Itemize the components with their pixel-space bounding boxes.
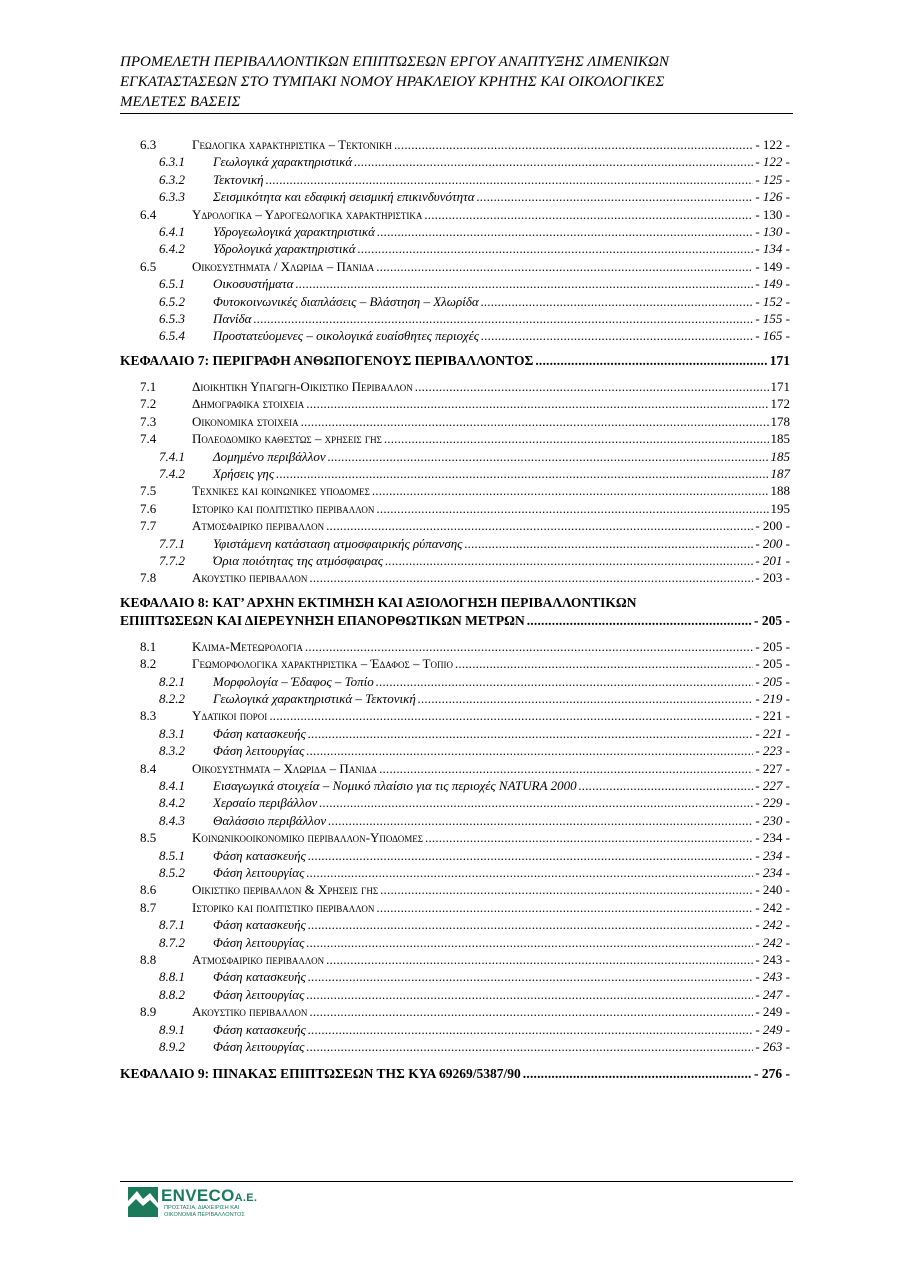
- toc-entry-page: - 242 -: [755, 934, 790, 950]
- toc-entry-title: Ακουστικο περιβαλλον: [192, 1004, 308, 1020]
- toc-entry-page: - 201 -: [755, 552, 790, 568]
- toc-entry-page: 187: [770, 465, 790, 481]
- dot-leader: [523, 1065, 752, 1083]
- toc-entry-number: 8.5.1: [159, 847, 185, 863]
- toc-entry[interactable]: [120, 482, 790, 499]
- toc-entry[interactable]: [120, 552, 790, 569]
- toc-entry[interactable]: [120, 465, 790, 482]
- chapter-page: - 205 -: [754, 612, 790, 628]
- logo-wordmark: [161, 1187, 257, 1207]
- toc-entry-title: Δομημένο περιβάλλον: [213, 448, 326, 464]
- toc-entry-number: 6.4.1: [159, 224, 185, 240]
- enveco-logo-icon: [128, 1187, 158, 1217]
- dot-leader: [579, 777, 754, 794]
- toc-section-6: [120, 136, 790, 345]
- toc-entry-title: Γεωμορφολογικα χαρακτηριστικα – Έδαφος – Τοπιο: [192, 656, 453, 672]
- toc-entry-number: 7.4.1: [159, 448, 185, 464]
- toc-entry-number: 8.4.3: [159, 812, 185, 828]
- toc-entry-number: 7.1: [140, 378, 157, 394]
- toc-entry[interactable]: [120, 240, 790, 257]
- chapter-title: ΚΕΦΑΛΑΙΟ 7: ΠΕΡΙΓΡΑΦΗ ΑΝΘΩΠΟΓΕΝΟΥΣ ΠΕΡΙΒΑΛΛΟΝΤΟΣ: [120, 352, 534, 368]
- toc-entry-title: Φάση κατασκευής: [213, 917, 306, 933]
- toc-entry[interactable]: [120, 881, 790, 898]
- dot-leader: [326, 951, 753, 968]
- toc-entry[interactable]: [120, 206, 790, 223]
- toc-entry[interactable]: [120, 655, 790, 672]
- toc-entry[interactable]: [120, 310, 790, 327]
- toc-entry[interactable]: [120, 968, 790, 985]
- toc-entry-page: - 242 -: [755, 899, 790, 915]
- toc-entry-title: Φάση κατασκευής: [213, 1021, 306, 1037]
- toc-entry-number: 8.6: [140, 882, 157, 898]
- toc-entry[interactable]: [120, 569, 790, 586]
- toc-entry-page: 171: [770, 378, 790, 394]
- toc-entry-page: - 134 -: [755, 241, 790, 257]
- header-divider: [120, 113, 793, 114]
- toc-entry-page: 185: [770, 448, 790, 464]
- toc-entry-page: - 263 -: [755, 1039, 790, 1055]
- toc-entry-number: 6.4: [140, 206, 157, 222]
- toc-entry-number: 8.9.2: [159, 1039, 185, 1055]
- toc-entry-page: - 130 -: [755, 206, 790, 222]
- toc-entry[interactable]: [120, 223, 790, 240]
- toc-entry[interactable]: [120, 690, 790, 707]
- toc-entry-page: 195: [770, 500, 790, 516]
- toc-entry-title: Οικονομικα στοιχεια: [192, 413, 299, 429]
- toc-entry[interactable]: [120, 171, 790, 188]
- company-logo: [128, 1187, 298, 1221]
- toc-entry[interactable]: [120, 448, 790, 465]
- header-line: ΕΓΚΑΤΑΣΤΑΣΕΩΝ ΣΤΟ ΤΥΜΠΑΚΙ ΝΟΜΟΥ ΗΡΑΚΛΕΙΟΥ ΚΡΗΤΗΣ ΚΑΙ ΟΙΚΟΛΟΓΙΚΕΣ: [120, 74, 665, 90]
- dot-leader: [309, 569, 753, 586]
- dot-leader: [425, 829, 753, 846]
- toc-entry[interactable]: [120, 500, 790, 517]
- chapter-title: ΕΠΙΠΤΩΣΕΩΝ ΚΑΙ ΔΙΕΡΕΥΝΗΣΗ ΕΠΑΝΟΡΘΩΤΙΚΩΝ ΜΕΤΡΩΝ: [120, 612, 525, 628]
- toc-entry-title: Δημογραφικα στοιχεια: [192, 396, 305, 412]
- toc-entry[interactable]: [120, 327, 790, 344]
- dot-leader: [276, 465, 768, 482]
- toc-entry-title: Υδρολογικα – Υδρογεωλογικα χαρακτηριστικα: [192, 206, 423, 222]
- toc-entry-page: - 249 -: [755, 1021, 790, 1037]
- toc-entry-title: Υδρολογικά χαρακτηριστικά: [213, 241, 356, 257]
- toc-entry-page: - 223 -: [755, 743, 790, 759]
- dot-leader: [326, 517, 753, 534]
- toc-entry-title: Φυτοκοινωνικές διαπλάσεις – Βλάστηση – Χλωρίδα: [213, 293, 479, 309]
- toc-chapter-9[interactable]: [120, 1065, 790, 1083]
- toc-entry-title: Ιστορικο και πολιτιστικο περιβαλλον: [192, 899, 375, 915]
- dot-leader: [306, 934, 753, 951]
- dot-leader: [306, 1038, 753, 1055]
- toc-entry-page: - 125 -: [755, 171, 790, 187]
- chapter-title: ΚΕΦΑΛΑΙΟ 9: ΠΙΝΑΚΑΣ ΕΠΙΠΤΩΣΕΩΝ ΤΗΣ ΚΥΑ 69269/5387/90: [120, 1065, 521, 1081]
- toc-entry-number: 7.6: [140, 500, 157, 516]
- toc-entry-title: Γεωλογικά χαρακτηριστικά: [213, 154, 353, 170]
- toc-entry-page: - 221 -: [755, 708, 790, 724]
- toc-entry-page: - 234 -: [755, 830, 790, 846]
- toc-entry-title: Οικιστικο περιβαλλον & Χρησεις γης: [192, 882, 379, 898]
- toc-entry-page: - 227 -: [755, 778, 790, 793]
- toc-entry-number: 7.4.2: [159, 465, 185, 481]
- dot-leader: [481, 327, 753, 344]
- dot-leader: [379, 760, 753, 777]
- dot-leader: [418, 690, 754, 707]
- toc-entry-title: Χερσαίο περιβάλλον: [213, 795, 318, 811]
- toc-entry-title: Ιστορικο και πολιτιστικο περιβαλλον: [192, 500, 375, 516]
- toc-entry-number: 8.2.1: [159, 673, 185, 689]
- toc-entry-title: Διοικητικη Υπαγωγη-Οικιστικο Περιβαλλον: [192, 378, 413, 394]
- dot-leader: [306, 395, 768, 412]
- toc-entry-number: 8.3.2: [159, 743, 185, 759]
- dot-leader: [319, 794, 753, 811]
- toc-entry-page: - 240 -: [755, 882, 790, 898]
- toc-entry-number: 8.2.2: [159, 690, 185, 706]
- toc-entry-page: - 165 -: [755, 328, 790, 344]
- toc-entry[interactable]: [120, 638, 790, 655]
- toc-entry-title: Φάση λειτουργίας: [213, 1039, 305, 1055]
- dot-leader: [415, 378, 769, 395]
- toc-entry-number: 8.2: [140, 656, 157, 672]
- dot-leader: [376, 673, 754, 690]
- chapter-page: - 276 -: [754, 1065, 790, 1081]
- toc-entry-page: - 122 -: [755, 154, 790, 170]
- dot-leader: [455, 655, 753, 672]
- toc-entry[interactable]: [120, 395, 790, 412]
- dot-leader: [376, 258, 753, 275]
- toc-entry-title: Οικοσυστήματα: [213, 276, 294, 292]
- logo-suffix: Α.Ε.: [234, 1192, 258, 1204]
- toc-entry[interactable]: [120, 1038, 790, 1055]
- toc-entry-number: 6.3.1: [159, 154, 185, 170]
- logo-tagline-line: ΟΙΚΟΝΟΜΙΑ ΠΕΡΙΒΑΛΛΟΝΤΟΣ: [164, 1211, 245, 1218]
- toc-entry-page: - 149 -: [755, 258, 790, 274]
- toc-entry-number: 6.3.3: [159, 189, 185, 205]
- toc-entry-title: Τεχνικες και κοινωνικες υποδομες: [192, 483, 370, 499]
- toc-entry[interactable]: [120, 293, 790, 310]
- toc-entry-number: 8.5: [140, 830, 157, 846]
- toc-entry-page: - 234 -: [755, 847, 790, 863]
- toc-entry-page: - 122 -: [755, 137, 790, 152]
- toc-entry-title: Κοινωνικοοικονομικο περιβαλλον-Υποδομες: [192, 830, 423, 846]
- header-line: ΜΕΛΕΤΕΣ ΒΑΣΕΙΣ: [120, 94, 241, 110]
- toc-entry-page: - 242 -: [755, 917, 790, 933]
- toc-entry-number: 8.1: [140, 638, 157, 654]
- header-line: ΠΡΟΜΕΛΕΤΗ ΠΕΡΙΒΑΛΛΟΝΤΙΚΩΝ ΕΠΙΠΤΩΣΕΩΝ ΕΡΓΟΥ ΑΝΑΠΤΥΞΗΣ ΛΙΜΕΝΙΚΩΝ: [120, 54, 669, 70]
- toc-entry-number: 8.4.2: [159, 795, 185, 811]
- dot-leader: [306, 864, 753, 881]
- toc-entry[interactable]: [120, 673, 790, 690]
- toc-entry-number: 6.3.2: [159, 171, 185, 187]
- toc-entry-number: 6.4.2: [159, 241, 185, 257]
- dot-leader: [266, 171, 754, 188]
- toc-entry-number: 7.7: [140, 518, 157, 534]
- toc-entry-number: 6.5.2: [159, 293, 185, 309]
- toc-entry[interactable]: [120, 188, 790, 205]
- dot-leader: [328, 448, 769, 465]
- toc-entry-page: - 200 -: [755, 535, 790, 551]
- toc-entry-title: Εισαγωγικά στοιχεία – Νομικό πλαίσιο για τις περιοχές NATURA 2000: [213, 778, 577, 793]
- dot-leader: [305, 638, 753, 655]
- table-of-contents: [120, 136, 790, 1091]
- toc-entry[interactable]: [120, 847, 790, 864]
- footer-divider: [120, 1181, 793, 1182]
- dot-leader: [376, 500, 768, 517]
- toc-entry-title: Οικοσυστηματα / Χλωριδα – Πανιδα: [192, 258, 375, 274]
- toc-entry[interactable]: [120, 899, 790, 916]
- toc-section-7: [120, 378, 790, 587]
- dot-leader: [385, 552, 753, 569]
- toc-entry[interactable]: [120, 535, 790, 552]
- dot-leader: [308, 725, 753, 742]
- toc-entry-page: 178: [770, 413, 790, 429]
- toc-entry-title: Φάση λειτουργίας: [213, 743, 305, 759]
- toc-entry-page: - 243 -: [755, 952, 790, 968]
- toc-entry-page: - 205 -: [755, 638, 790, 654]
- toc-entry-title: Γεωλογικα χαρακτηριστικα – Τεκτονικη: [192, 137, 392, 152]
- dot-leader: [328, 812, 753, 829]
- dot-leader: [308, 968, 753, 985]
- toc-entry-title: Προστατεύομενες – οικολογικά ευαίσθητες περιοχές: [213, 328, 480, 344]
- toc-entry-page: - 247 -: [755, 986, 790, 1002]
- toc-entry-page: - 234 -: [755, 865, 790, 881]
- toc-entry-title: Πολεοδομικο καθεστως – χρησεις γης: [192, 431, 382, 447]
- toc-entry[interactable]: [120, 430, 790, 447]
- toc-entry-title: Φάση λειτουργίας: [213, 934, 305, 950]
- toc-entry[interactable]: [120, 742, 790, 759]
- dot-leader: [306, 986, 753, 1003]
- toc-entry-number: 6.3: [140, 137, 157, 152]
- toc-entry-title: Γεωλογικά χαρακτηριστικά – Τεκτονική: [213, 690, 416, 706]
- toc-entry-page: - 205 -: [755, 673, 790, 689]
- toc-entry-number: 8.9: [140, 1004, 157, 1020]
- toc-entry[interactable]: [120, 760, 790, 777]
- toc-entry-number: 8.5.2: [159, 865, 185, 881]
- toc-entry-page: - 126 -: [755, 189, 790, 205]
- dot-leader: [384, 430, 769, 447]
- toc-entry[interactable]: [120, 707, 790, 724]
- toc-entry-title: Θαλάσσιο περιβάλλον: [213, 812, 327, 828]
- toc-entry-title: Ακουστικο περιβαλλον: [192, 570, 308, 586]
- toc-entry-number: 8.7.2: [159, 934, 185, 950]
- toc-entry[interactable]: [120, 258, 790, 275]
- toc-entry-number: 6.5.3: [159, 311, 185, 327]
- toc-entry-number: 6.5: [140, 258, 157, 274]
- toc-entry[interactable]: [120, 794, 790, 811]
- dot-leader: [358, 240, 754, 257]
- dot-leader: [306, 742, 753, 759]
- toc-entry-page: 188: [770, 483, 790, 499]
- dot-leader: [380, 881, 753, 898]
- toc-entry-title: Υδατικοι ποροι: [192, 708, 268, 724]
- toc-entry-number: 7.8: [140, 570, 157, 586]
- toc-entry-title: Μορφολογία – Έδαφος – Τοπίο: [213, 673, 374, 689]
- toc-entry-title: Οικοσυστηματα – Χλωριδα – Πανιδα: [192, 760, 378, 776]
- toc-entry-page: - 229 -: [755, 795, 790, 811]
- toc-section-8: [120, 638, 790, 1056]
- toc-entry[interactable]: [120, 136, 790, 153]
- toc-entry-page: - 130 -: [755, 224, 790, 240]
- dot-leader: [535, 352, 767, 370]
- toc-entry-page: - 221 -: [755, 725, 790, 741]
- toc-entry-title: Όρια ποιότητας της ατμόσφαιρας: [213, 552, 384, 568]
- dot-leader: [477, 188, 754, 205]
- toc-entry-number: 7.7.1: [159, 535, 185, 551]
- dot-leader: [301, 413, 769, 430]
- toc-entry-title: Φάση κατασκευής: [213, 969, 306, 985]
- toc-entry-page: - 152 -: [755, 293, 790, 309]
- toc-entry-number: 8.8.1: [159, 969, 185, 985]
- toc-entry[interactable]: [120, 378, 790, 395]
- toc-entry[interactable]: [120, 951, 790, 968]
- toc-entry-number: 8.4: [140, 760, 157, 776]
- toc-entry-page: - 227 -: [755, 760, 790, 776]
- toc-entry-page: - 243 -: [755, 969, 790, 985]
- toc-entry-title: Φάση κατασκευής: [213, 725, 306, 741]
- logo-tagline-line: ΠΡΟΣΤΑΣΙΑ, ΔΙΑΧΕΙΡΙΣΗ ΚΑΙ: [164, 1205, 240, 1211]
- toc-entry-title: Τεκτονική: [213, 171, 264, 187]
- toc-entry-number: 6.5.1: [159, 276, 185, 292]
- dot-leader: [308, 916, 753, 933]
- toc-entry[interactable]: [120, 725, 790, 742]
- toc-entry[interactable]: [120, 1021, 790, 1038]
- dot-leader: [424, 206, 753, 223]
- chapter-page: 171: [769, 352, 790, 368]
- toc-entry-number: 8.7.1: [159, 917, 185, 933]
- toc-entry-page: - 200 -: [755, 518, 790, 534]
- toc-entry[interactable]: [120, 934, 790, 951]
- dot-leader: [269, 707, 753, 724]
- toc-entry-number: 8.4.1: [159, 778, 185, 793]
- toc-entry[interactable]: [120, 812, 790, 829]
- toc-entry-title: Φάση λειτουργίας: [213, 865, 305, 881]
- toc-entry-number: 8.8.2: [159, 986, 185, 1002]
- dot-leader: [464, 535, 753, 552]
- toc-entry[interactable]: [120, 864, 790, 881]
- toc-entry-title: Χρήσεις γης: [213, 465, 275, 481]
- toc-chapter-8-line1[interactable]: ΚΕΦΑΛΑΙΟ 8: ΚΑΤ’ ΑΡΧΗΝ ΕΚΤΙΜΗΣΗ ΚΑΙ ΑΞΙΟΛΟΓΗΣΗ ΠΕΡΙΒΑΛΛΟΝΤΙΚΩΝ: [120, 594, 637, 610]
- toc-entry[interactable]: [120, 1003, 790, 1020]
- dot-leader: [253, 310, 753, 327]
- toc-entry-title: Ατμοσφαιρικο περιβαλλον: [192, 952, 325, 968]
- dot-leader: [394, 136, 753, 153]
- toc-entry[interactable]: [120, 517, 790, 534]
- toc-entry-title: Ατμοσφαιρικο περιβαλλον: [192, 518, 325, 534]
- toc-entry[interactable]: [120, 153, 790, 170]
- toc-entry-title: Φάση κατασκευής: [213, 847, 306, 863]
- toc-entry[interactable]: [120, 777, 790, 794]
- toc-entry-page: - 249 -: [755, 1004, 790, 1020]
- toc-entry-title: Υδρογεωλογικά χαρακτηριστικά: [213, 224, 375, 240]
- toc-entry-number: 7.2: [140, 396, 157, 412]
- toc-entry-number: 7.4: [140, 431, 157, 447]
- toc-entry-number: 6.5.4: [159, 328, 185, 344]
- toc-entry-number: 8.3: [140, 708, 157, 724]
- toc-entry[interactable]: [120, 275, 790, 292]
- dot-leader: [376, 899, 753, 916]
- toc-entry-page: 172: [770, 396, 790, 412]
- toc-entry-number: 8.3.1: [159, 725, 185, 741]
- toc-entry-number: 7.7.2: [159, 552, 185, 568]
- toc-entry-number: 7.5: [140, 483, 157, 499]
- toc-entry-page: - 155 -: [755, 311, 790, 327]
- toc-entry[interactable]: [120, 829, 790, 846]
- toc-entry-page: - 149 -: [755, 276, 790, 292]
- toc-entry-page: - 219 -: [755, 690, 790, 706]
- dot-leader: [309, 1003, 753, 1020]
- toc-chapter-7[interactable]: [120, 352, 790, 370]
- toc-entry-page: - 205 -: [755, 656, 790, 672]
- toc-entry-title: Φάση λειτουργίας: [213, 986, 305, 1002]
- toc-entry[interactable]: [120, 986, 790, 1003]
- toc-entry-page: 185: [770, 431, 790, 447]
- dot-leader: [527, 612, 752, 630]
- dot-leader: [372, 482, 769, 499]
- dot-leader: [481, 293, 754, 310]
- toc-entry-page: - 230 -: [755, 812, 790, 828]
- logo-name: ENVECO: [161, 1186, 235, 1205]
- dot-leader: [308, 1021, 753, 1038]
- dot-leader: [308, 847, 753, 864]
- dot-leader: [377, 223, 753, 240]
- toc-entry-number: 8.8: [140, 952, 157, 968]
- toc-entry-number: 8.7: [140, 899, 157, 915]
- toc-chapter-8[interactable]: [120, 612, 790, 630]
- toc-entry-title: Πανίδα: [213, 311, 252, 327]
- toc-entry-title: Σεισμικότητα και εδαφική σεισμική επικινδυνότητα: [213, 189, 475, 205]
- page-header: [120, 52, 740, 112]
- toc-entry[interactable]: [120, 916, 790, 933]
- dot-leader: [354, 153, 753, 170]
- toc-entry-title: Κλιμα-Μετεωρολογια: [192, 638, 303, 654]
- toc-entry-title: Υφιστάμενη κατάσταση ατμοσφαιρικής ρύπανσης: [213, 535, 463, 551]
- dot-leader: [295, 275, 753, 292]
- toc-entry[interactable]: [120, 413, 790, 430]
- logo-tagline: [164, 1205, 245, 1218]
- toc-entry-page: - 203 -: [755, 570, 790, 586]
- toc-entry-number: 8.9.1: [159, 1021, 185, 1037]
- toc-entry-number: 7.3: [140, 413, 157, 429]
